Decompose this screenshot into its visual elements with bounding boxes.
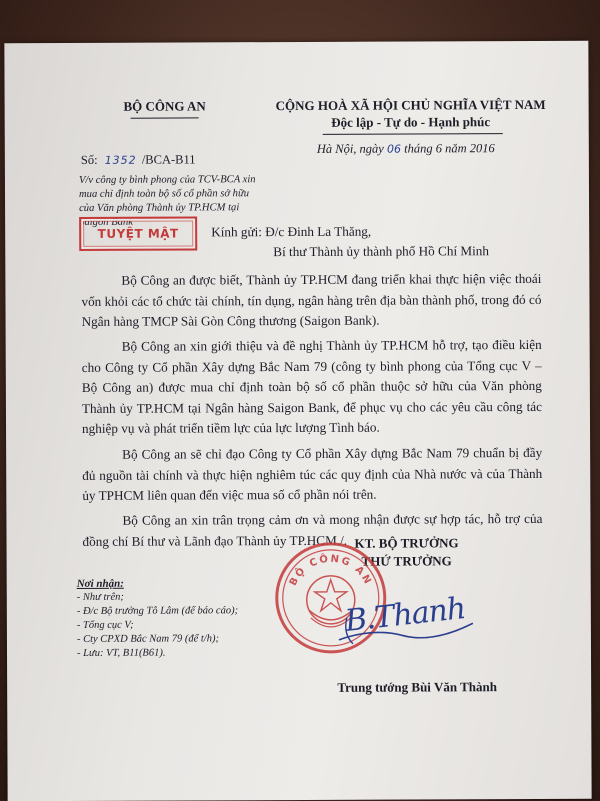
signatory-name: Trung tướng Bùi Văn Thành [337, 679, 497, 695]
country-name: CỘNG HOÀ XÃ HỘI CHỦ NGHĨA VIỆT NAM [275, 96, 546, 114]
subject-line: V/v công ty bình phong của TCV-BCA xin mua chỉ định toàn bộ số cổ phần sở hữu của Văn phòng Thành ủy TP.HCM tại Saigon Bank [78, 174, 256, 228]
motto-underline [323, 133, 503, 135]
handwritten-signature: B.Thanh [343, 591, 467, 639]
recipient-item: - Đ/c Bộ trưởng Tô Lâm (để báo cáo); [76, 605, 239, 617]
recipients-title: Nơi nhận: [76, 577, 124, 590]
signatory-title: KT. BỘ TRƯỞNG [354, 535, 459, 551]
date-prefix: Hà Nội, ngày [316, 141, 384, 156]
seal-text: BỘ CÔNG AN [287, 553, 374, 588]
body-paragraph-3: Bộ Công an sẽ chỉ đạo Công ty Cổ phần Xây dựng Bắc Nam 79 chuẩn bị đầy đủ nguồn tài chính và thực hiện nghiêm túc các quy định của Nhà nước và của Thành ủy TPHCM liên quan đến việc mua số cổ phần nói trên. [82, 444, 543, 504]
document-date [317, 141, 495, 157]
agency-underline [131, 117, 199, 118]
recipients-list [77, 576, 297, 661]
recipient-item: - Như trên; [76, 591, 124, 603]
date-day-handwritten: 06 [386, 142, 401, 156]
recipient-item: - Cty CPXD Bắc Nam 79 (để t/h); [76, 633, 219, 645]
addressee-title: Bí thư Thành ủy thành phố Hồ Chí Minh [273, 243, 490, 260]
addressee-line: Kính gửi: Đ/c Đinh La Thăng, [211, 223, 372, 240]
signature-flourish-icon [333, 609, 483, 650]
document-number [81, 152, 196, 168]
document-number-suffix: /BCA-B11 [141, 152, 196, 167]
document-number-prefix: Số: [80, 152, 98, 167]
recipient-item: - Lưu: VT, B11(B61). [76, 647, 166, 659]
date-suffix: tháng 6 năm 2016 [404, 141, 495, 156]
document-page [4, 41, 591, 801]
issuing-agency: BỘ CÔNG AN [123, 98, 206, 114]
body-paragraph-1: Bộ Công an được biết, Thành ủy TP.HCM đang triển khai thực hiện việc thoái vốn khỏi các tổ chức tài chính, tín dụng, ngân hàng trên địa bàn thành phố, trong đó có Ngân hàng TMCP Sài Gòn Công thương (Saigon Bank). [81, 270, 542, 330]
body-paragraph-4: Bộ Công an xin trân trọng cảm ơn và mong nhận được sự hợp tác, hỗ trợ của đồng chí Bí thư và Lãnh đạo Thành ủy TP.HCM./. [82, 510, 543, 549]
classification-stamp: TUYỆT MẬT [79, 216, 197, 251]
recipient-item: - Tổng cục V; [76, 619, 134, 631]
national-motto: Độc lập - Tự do - Hạnh phúc [331, 114, 491, 130]
body-paragraph-2: Bộ Công an xin giới thiệu và đề nghị Thành ủy TP.HCM hỗ trợ, tạo điều kiện cho Công ty Cổ phần Xây dựng Bắc Nam 79 (công ty bình phong của Tổng cục V – Bộ Công an) được mua chỉ định toàn bộ số cổ phần thuộc sở hữu của Văn phòng Thành ủy TP.HCM tại Ngân hàng Saigon Bank, để phục vụ cho các yêu cầu công tác nghiệp vụ và phát triển tiềm lực của lực lượng Tình báo. [81, 336, 542, 437]
svg-text:BỘ CÔNG AN [288, 551, 374, 587]
document-number-handwritten: 1352 [104, 153, 137, 167]
signatory-position: THỨ TRƯỞNG [361, 553, 452, 569]
